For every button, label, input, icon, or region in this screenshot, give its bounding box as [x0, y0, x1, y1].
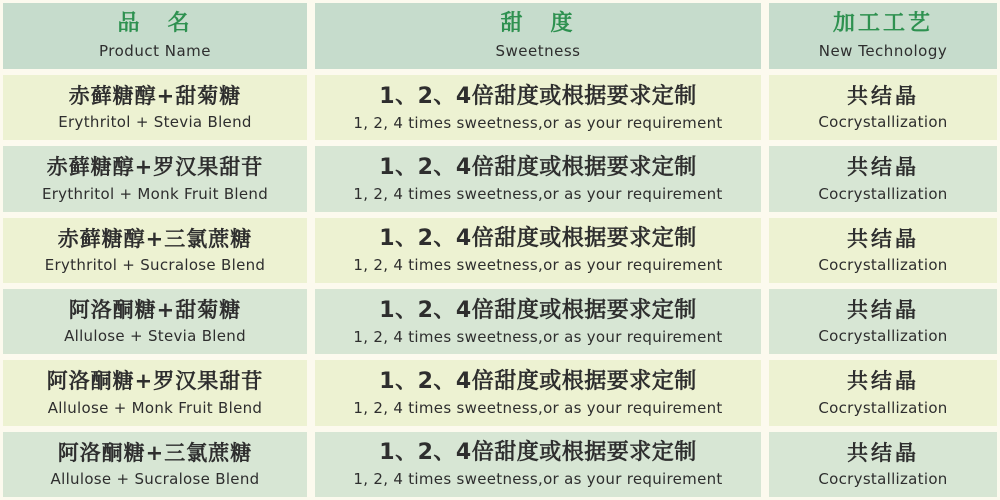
table-row-5-technology	[769, 360, 997, 425]
header-product-name	[3, 3, 307, 69]
header-product-name-cn: 品 名	[117, 11, 193, 37]
product-name-en: Erythritol + Sucralose Blend	[44, 255, 266, 274]
technology-cn: 共结晶	[847, 369, 919, 394]
table-row-2-sweetness	[315, 146, 761, 211]
table-row-6-sweetness	[315, 432, 761, 497]
sweetness-en: 1, 2, 4 times sweetness,or as your requirement	[353, 327, 723, 346]
product-name-cn: 阿洛酮糖+罗汉果甜苷	[46, 369, 264, 394]
table-row-3-technology	[769, 218, 997, 283]
table-row-3-product	[3, 218, 307, 283]
table-row-2-product	[3, 146, 307, 211]
product-name-cn: 阿洛酮糖+甜菊糖	[68, 298, 242, 323]
table-row-5-product	[3, 360, 307, 425]
table-row-4-product	[3, 289, 307, 354]
product-name-cn: 赤藓糖醇+甜菊糖	[68, 84, 242, 109]
header-technology	[769, 3, 997, 69]
table-row-4-sweetness	[315, 289, 761, 354]
header-product-name-en: Product Name	[99, 41, 211, 60]
technology-en: Cocrystallization	[818, 398, 948, 417]
sweetness-en: 1, 2, 4 times sweetness,or as your requirement	[353, 256, 723, 275]
sweetness-cn: 1、2、4倍甜度或根据要求定制	[379, 297, 697, 323]
header-technology-en: New Technology	[818, 41, 948, 60]
product-name-en: Erythritol + Monk Fruit Blend	[41, 184, 269, 203]
sweetness-cn: 1、2、4倍甜度或根据要求定制	[379, 83, 697, 109]
sweetness-en: 1, 2, 4 times sweetness,or as your requirement	[353, 399, 723, 418]
sweetness-en: 1, 2, 4 times sweetness,or as your requirement	[353, 185, 723, 204]
technology-cn: 共结晶	[847, 440, 919, 465]
sweetness-en: 1, 2, 4 times sweetness,or as your requirement	[353, 470, 723, 489]
table-row-2-technology	[769, 146, 997, 211]
sweetness-cn: 1、2、4倍甜度或根据要求定制	[379, 440, 697, 466]
table-row-1-product	[3, 75, 307, 140]
header-technology-cn: 加工工艺	[832, 11, 933, 37]
technology-en: Cocrystallization	[818, 113, 948, 132]
header-sweetness-cn: 甜 度	[500, 11, 576, 37]
table-row-3-sweetness	[315, 218, 761, 283]
product-name-en: Erythritol + Stevia Blend	[58, 113, 252, 132]
technology-en: Cocrystallization	[818, 255, 948, 274]
product-name-en: Allulose + Sucralose Blend	[50, 469, 260, 488]
table-row-1-technology	[769, 75, 997, 140]
table-row-6-product	[3, 432, 307, 497]
table-row-4-technology	[769, 289, 997, 354]
technology-cn: 共结晶	[847, 298, 919, 323]
sweetness-en: 1, 2, 4 times sweetness,or as your requirement	[353, 113, 723, 132]
product-name-cn: 赤藓糖醇+三氯蔗糖	[57, 226, 253, 251]
product-name-en: Allulose + Stevia Blend	[64, 327, 246, 346]
header-sweetness-en: Sweetness	[495, 41, 581, 60]
technology-cn: 共结晶	[847, 155, 919, 180]
technology-en: Cocrystallization	[818, 469, 948, 488]
technology-cn: 共结晶	[847, 84, 919, 109]
technology-en: Cocrystallization	[818, 184, 948, 203]
table-row-5-sweetness	[315, 360, 761, 425]
product-name-cn: 阿洛酮糖+三氯蔗糖	[57, 440, 253, 465]
table-row-6-technology	[769, 432, 997, 497]
technology-en: Cocrystallization	[818, 327, 948, 346]
technology-cn: 共结晶	[847, 226, 919, 251]
sweetness-cn: 1、2、4倍甜度或根据要求定制	[379, 368, 697, 394]
product-name-cn: 赤藓糖醇+罗汉果甜苷	[46, 155, 264, 180]
table-row-1-sweetness	[315, 75, 761, 140]
sweetness-cn: 1、2、4倍甜度或根据要求定制	[379, 154, 697, 180]
header-sweetness	[315, 3, 761, 69]
sweetness-cn: 1、2、4倍甜度或根据要求定制	[379, 226, 697, 252]
product-name-en: Allulose + Monk Fruit Blend	[47, 398, 263, 417]
